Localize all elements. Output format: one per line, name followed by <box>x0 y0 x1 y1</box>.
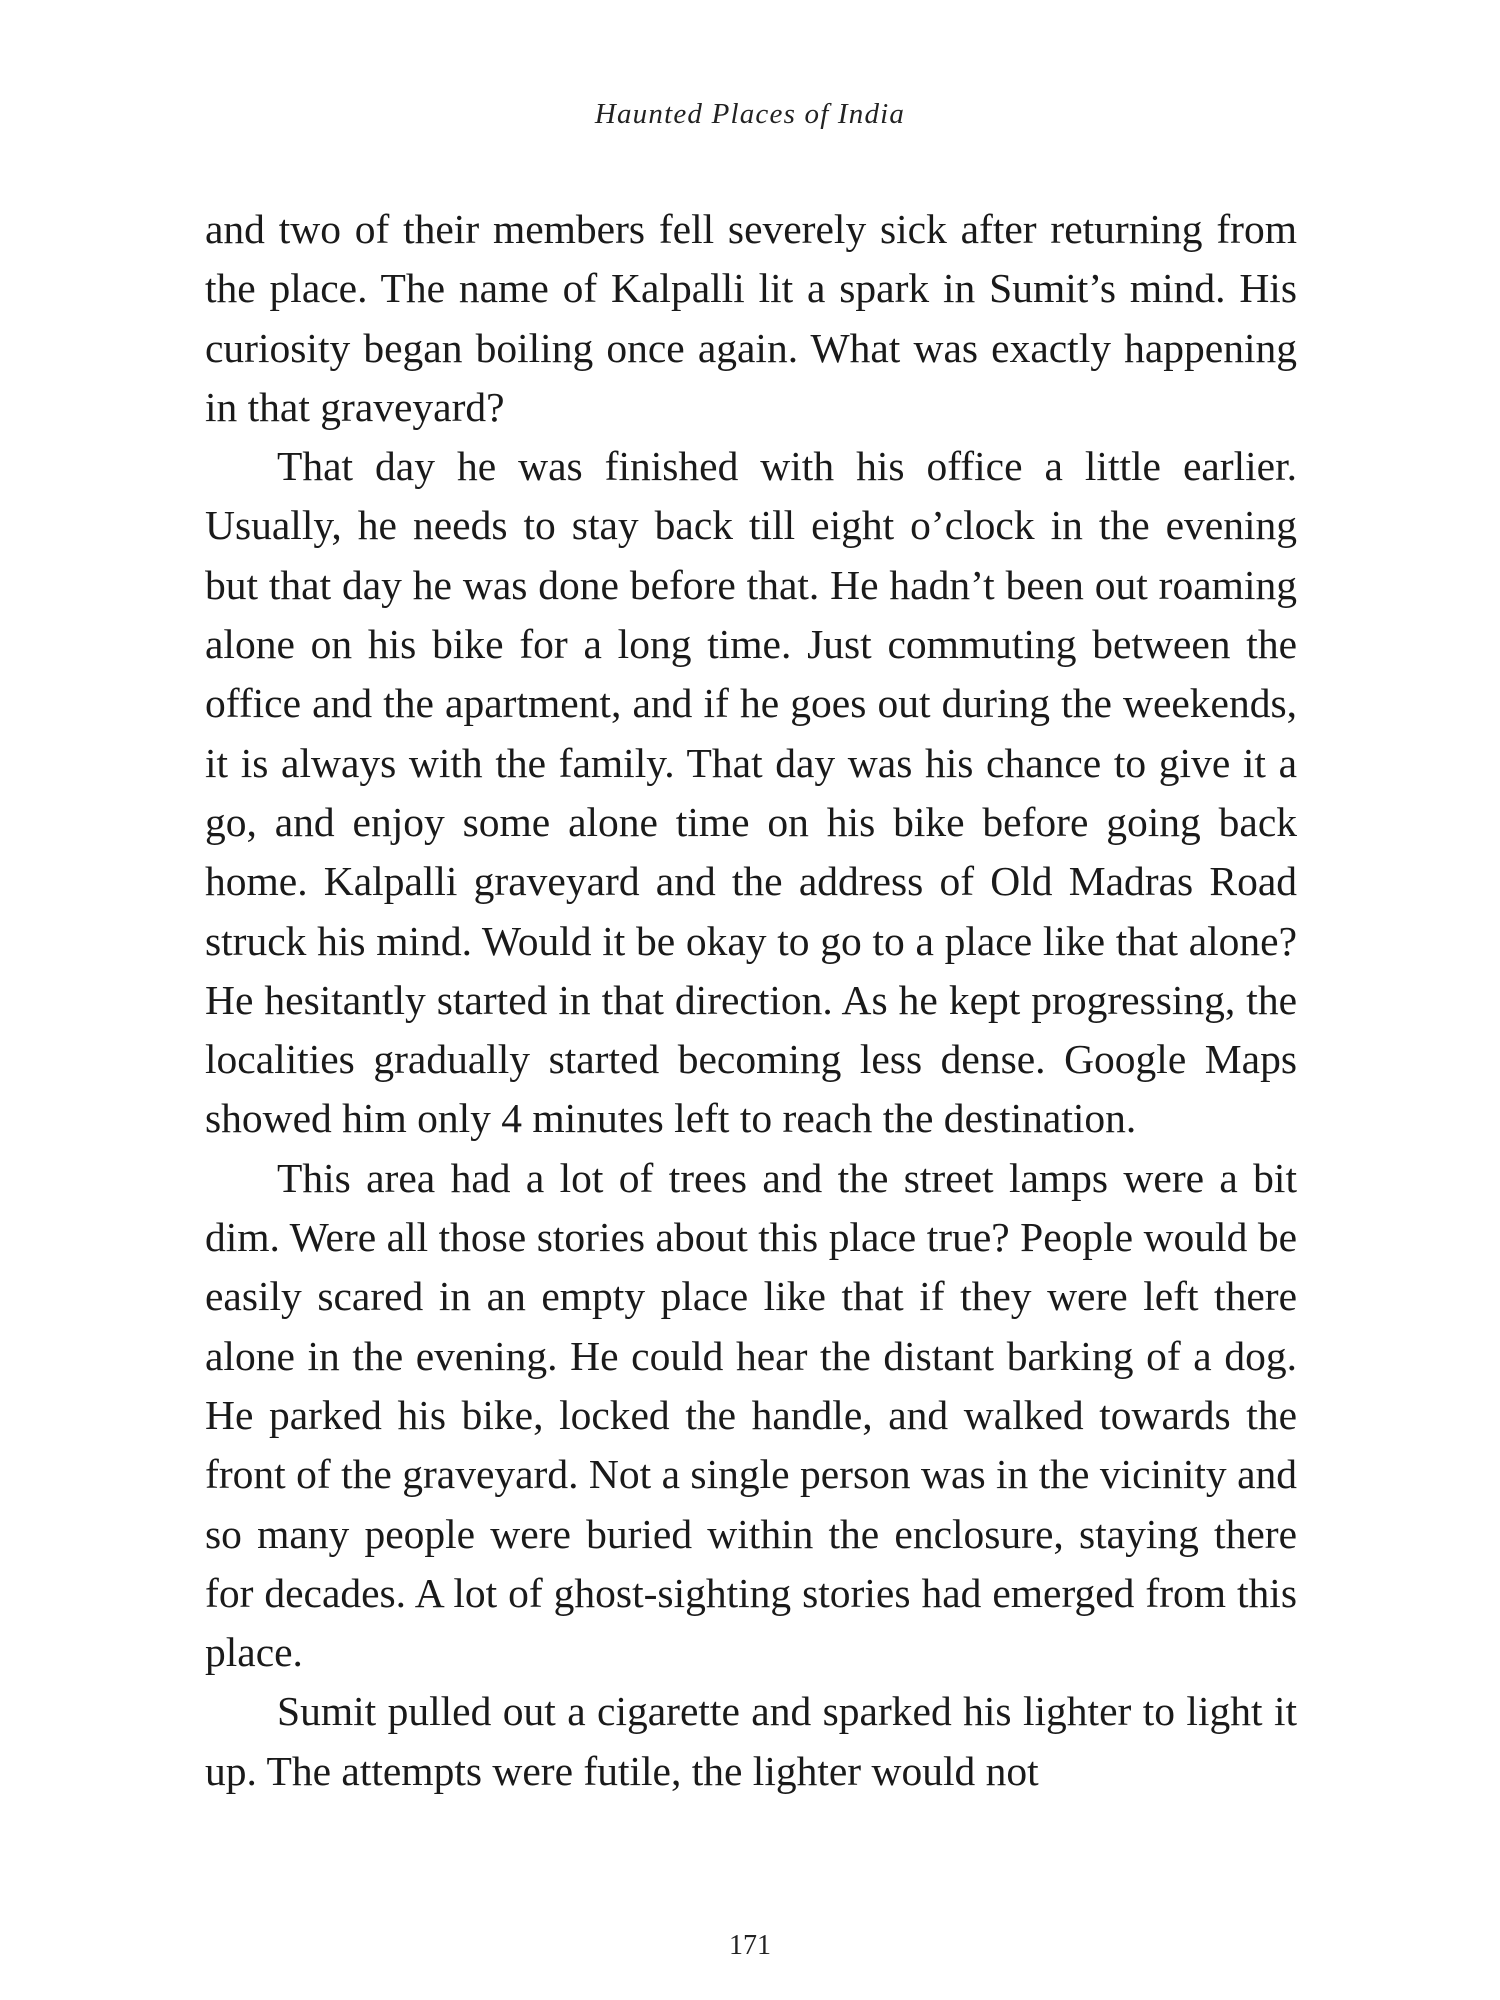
paragraph-2: That day he was finished with his office a little earlier. Usually, he needs to stay back till eight o’clock in the evening but that day he was done before that. He hadn’t been out roaming alone on his bike for a long time. Just commuting between the office and the apartment, and if he goes out during the weekends, it is always with the family. That day was his chance to give it a go, and enjoy some alone time on his bike before going back home. Kalpalli graveyard and the address of Old Madras Road struck his mind. Would it be okay to go to a place like that alone? He hesitantly started in that direction. As he kept progressing, the localities gradually started becoming less dense. Google Maps showed him only 4 minutes left to reach the destination. <box>205 443 1297 1142</box>
body-text <box>205 200 1297 1801</box>
paragraph-3: This area had a lot of trees and the street lamps were a bit dim. Were all those stories about this place true? People would be easily scared in an empty place like that if they were left there alone in the evening. He could hear the distant barking of a dog. He parked his bike, locked the handle, and walked towards the front of the graveyard. Not a single person was in the vicinity and so many people were buried within the enclosure, staying there for decades. A lot of ghost-sighting stories had emerged from this place. <box>205 1154 1297 1676</box>
paragraph-4: Sumit pulled out a cigarette and sparked his lighter to light it up. The attempts were futile, the lighter would not <box>205 1688 1297 1794</box>
running-head-title: Haunted Places of India <box>594 98 906 130</box>
page-number: 171 <box>729 1930 771 1961</box>
paragraph-1-continued: and two of their members fell severely sick after returning from the place. The name of Kalpalli lit a spark in Sumit’s mind. His curiosity began boiling once again. What was exactly happening in that graveyard? <box>205 206 1297 430</box>
